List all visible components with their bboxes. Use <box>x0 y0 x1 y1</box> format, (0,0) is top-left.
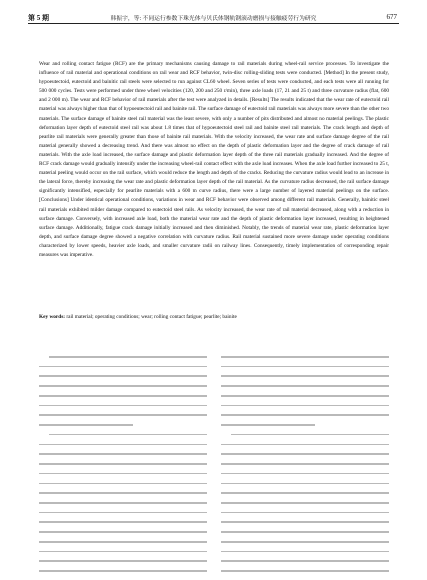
body-text-line <box>221 385 389 387</box>
body-text-line <box>221 375 389 377</box>
body-column-right <box>221 356 389 580</box>
keywords-text: rail material; operating conditions; wear; rolling contact fatigue; pearlite; bainite <box>66 314 237 320</box>
keywords-line <box>39 313 389 322</box>
body-text-line <box>39 463 207 465</box>
body-text-line <box>39 366 207 368</box>
body-text-line <box>221 551 389 553</box>
body-text-line <box>39 512 207 514</box>
body-text-line <box>221 570 389 572</box>
body-text-line <box>221 521 389 523</box>
body-text-line <box>39 521 207 523</box>
body-text-line <box>231 434 389 436</box>
body-text-line <box>39 395 207 397</box>
body-text-line <box>221 531 389 533</box>
body-text-line <box>221 356 389 358</box>
body-text-line <box>39 483 207 485</box>
body-text-line <box>39 531 207 533</box>
body-column-left <box>39 356 207 580</box>
keywords-label: Key words: <box>39 314 66 320</box>
body-text-line <box>49 356 207 358</box>
body-text-line <box>221 453 389 455</box>
running-title: 韩振宇，等: 不同运行参数下珠光体与贝氏体钢轨钢滚动磨损与接触疲劳行为研究 <box>110 16 317 22</box>
body-text-line <box>221 395 389 397</box>
english-abstract: Wear and rolling contact fatigue (RCF) are the primary mechanisms causing damage to rail materials during wheel-rail service processes. To investigate the influence of rail material and operational conditions on rail wear and RCF behavior, twin-disc rolling-sliding tests were conducted. [Method] In the present study, hypoeutectoid, eutectoid and bainitic rail steels were selected to run against CL60 wheel. Seven series of tests were conducted, and each tests were all running for 500 000 cycles. Tests were performed under three wheel velocities (120, 200 and 250 r/min), three axle loads (17, 21 and 25 t) and three curvature radius (flat, 600 and 2 000 m). The wear and RCF behavior of rail materials after the test were analyzed in details. [Results] The results indicated that the wear rate of eutectoid rail material was always higher than that of hypoeutectoid rail and bainite rail. The surface damage of eutectoid rail materials was always more severe than the other two materials. The surface damage of bainite steel rail material was the least severe, with only a number of pits distributed and almost no material peelings. The plastic deformation layer depth of eutectoid steel rail was about 1.8 times that of hypoeutectoid steel rail and bainite steel rail materials. The crack length and depth of pearlite rail materials were generally greater than those of bainite rail materials. With the velocity increased, the wear rate and surface damage degree of the rail material generally showed a decreasing trend. And there was almost no effect on the depth of plastic deformation layer and the degree of crack damage of rail materials. With the axle load increased, the surface damage and plastic deformation layer depth of the three rail materials gradually increased. And the degree of RCF crack damage would gradually intensify under the increasing wheel-rail contact effect with the axle load increases. When the axle load further increased to 25 t, material peeling would occur on the rail surface, which would reduce the length and depth of the cracks. Reducing the curvature radius would lead to an increase in the lateral force, thereby increasing the wear rate and plastic deformation layer depth of the rail material. As the curvature radius decreased, the rail surface damage significantly intensified, especially for pearlite materials with a 600 m curve radius, there were a large number of layered material peelings on the surface. [Conclusions] Under identical operational conditions, variations in wear and RCF behavior were observed among different rail materials. Generally, bainitic steel rail materials exhibited milder damage compared to eutectoid steel rails. As velocity increased, the wear rate of rail material decreased, along with a reduction in surface damage. Conversely, with increased axle load, both the material wear rate and the depth of plastic deformation layer increased, resulting in heightened surface damage. Additionally, fatigue crack damage initially increased and then diminished. Notably, the trends of material wear rate, plastic deformation layer depth, and surface damage degree showed a negative correlation with curvature radius. Rail material sustained more severe damage under operating conditions characterized by lower speeds, heavier axle loads, and smaller curvature radii on railway lines. Consequently, timely implementation of corresponding repair measures was imperative. <box>39 61 390 258</box>
body-text-line <box>221 444 389 446</box>
body-text-line <box>39 414 207 416</box>
header-rule <box>28 23 399 24</box>
body-text-line <box>221 424 315 426</box>
body-text-line <box>39 473 207 475</box>
body-text-line <box>39 541 207 543</box>
body-text-line <box>39 385 207 387</box>
body-text-line <box>221 541 389 543</box>
body-text-line <box>39 551 207 553</box>
body-text-line <box>221 473 389 475</box>
body-text-line <box>221 463 389 465</box>
body-text-line <box>39 453 207 455</box>
body-text-line <box>221 483 389 485</box>
body-text-line <box>221 512 389 514</box>
body-text-line <box>39 560 207 562</box>
body-text-line <box>39 375 207 377</box>
body-text-line <box>221 405 389 407</box>
body-text-line <box>49 434 207 436</box>
page-header <box>0 0 427 30</box>
body-text-line <box>39 492 207 494</box>
body-text-line <box>221 502 389 504</box>
page-number: 677 <box>386 13 397 21</box>
body-text-line <box>39 570 207 572</box>
body-text-line <box>221 492 389 494</box>
body-text-line <box>221 414 389 416</box>
body-text-line <box>39 424 133 426</box>
body-text-line <box>39 444 207 446</box>
body-text-line <box>39 502 207 504</box>
body-text-line <box>221 560 389 562</box>
body-text-line <box>39 405 207 407</box>
issue-label: 第 5 期 <box>28 14 49 22</box>
body-text-line <box>221 366 389 368</box>
